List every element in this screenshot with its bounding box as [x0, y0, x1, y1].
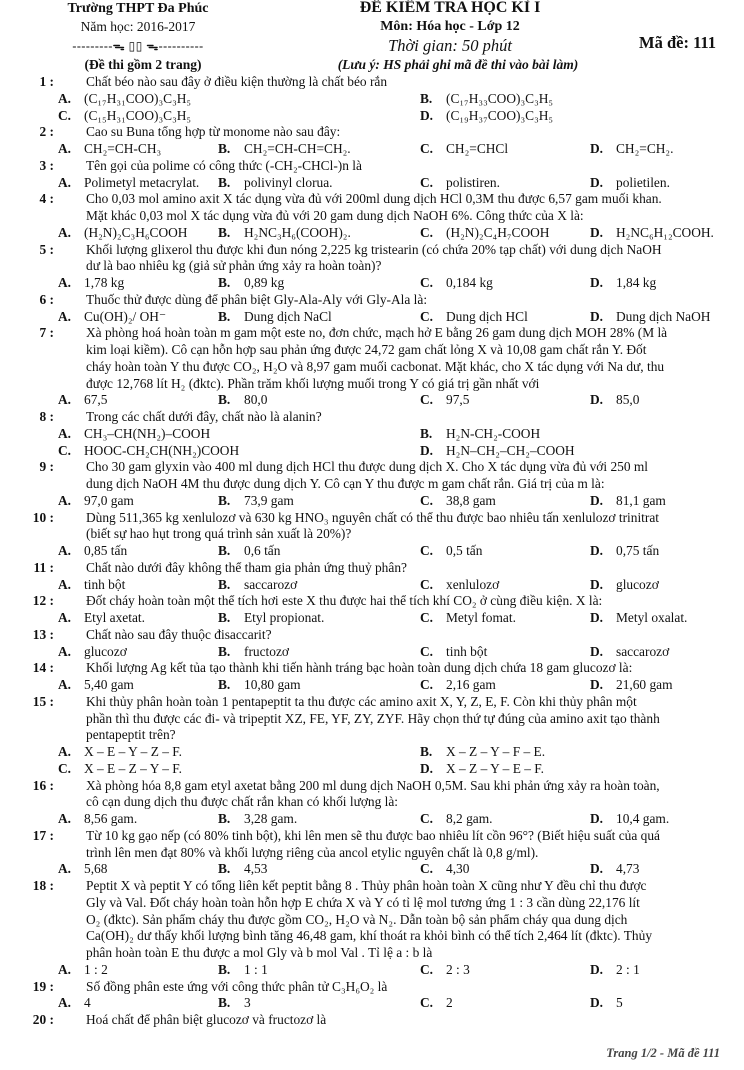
question-number: 15 : [32, 693, 54, 709]
answer-options-row [0, 577, 744, 594]
question-continuation [0, 476, 744, 493]
question-number: 13 : [32, 626, 54, 642]
option-text: 1 : 1 [244, 961, 268, 977]
question-line [0, 191, 744, 208]
option-text: 4 [84, 995, 91, 1011]
option-text: 8,56 gam. [84, 811, 138, 826]
question-line [0, 828, 744, 845]
question-continuation [0, 359, 744, 376]
answer-options-row [0, 141, 744, 158]
option-text: 8,2 gam. [446, 811, 493, 826]
option-letter: D. [590, 677, 604, 692]
question-line [0, 124, 744, 141]
option-text: 3 [244, 995, 251, 1011]
option-letter: B. [218, 961, 231, 977]
option-text: H₂NC₆H₁₂COOH. [616, 224, 714, 240]
question-continuation [0, 526, 744, 543]
option-text: (C₁₇H₃₃COO)₃C₃H₅ [446, 90, 554, 106]
option-letter: B. [420, 90, 433, 106]
question-text: cháy hoàn toàn Y thu được CO₂, H₂O và 8,97 gam muối cacbonat. Mặt khác, cho X tác dụng với Na dư, thu [86, 358, 665, 374]
question-line [0, 292, 744, 309]
option-text: X – E – Z – Y – F. [84, 760, 182, 776]
option-letter: B. [218, 576, 231, 592]
option-letter: A. [58, 677, 72, 692]
option-text: 4,30 [446, 861, 470, 877]
answer-options-row [0, 309, 744, 326]
question-number: 11 : [33, 559, 54, 575]
question-text: Xà phòng hóa 8,8 gam etyl axetat bằng 200 ml dung dịch NaOH 0,5M. Sau khi phản ứng xảy ra hoàn toàn, [86, 777, 660, 793]
question-line [0, 694, 744, 711]
question-number: 8 : [39, 409, 54, 424]
option-letter: C. [420, 961, 434, 977]
question-line [0, 242, 744, 259]
option-text: 85,0 [616, 392, 640, 408]
option-text: 97,0 gam [84, 492, 134, 508]
option-letter: B. [218, 861, 231, 877]
question-text: Xà phòng hoá hoàn toàn m gam một este no, đơn chức, mạch hở E bằng 26 gam dung dịch MOH 28% (M là [86, 325, 668, 341]
option-letter: A. [58, 275, 72, 290]
option-text: 1,78 kg [84, 275, 125, 290]
option-letter: B. [420, 744, 433, 759]
option-letter: A. [58, 492, 72, 508]
option-letter: D. [590, 492, 604, 508]
option-text: 10,80 gam [244, 677, 301, 692]
question-text: Khi thủy phân hoàn toàn 1 pentapeptit ta thu được các amino axit X, Y, Z, E, F. Còn khi thủy phân một [86, 693, 637, 709]
option-text: 0,6 tấn [244, 543, 281, 558]
option-letter: A. [58, 392, 72, 408]
option-letter: D. [590, 610, 604, 625]
option-text: CH₂=CH-CH=CH₂. [244, 141, 351, 156]
answer-options-row [0, 108, 744, 125]
answer-options-row [0, 761, 744, 778]
option-letter: D. [590, 224, 604, 240]
question-line [0, 510, 744, 527]
question-continuation [0, 208, 744, 225]
option-text: Etyl axetat. [84, 610, 145, 625]
question-text: (biết sự hao hụt trong quá trình sản xuất là 20%)? [86, 526, 352, 542]
option-letter: C. [420, 392, 434, 408]
answer-options-row [0, 275, 744, 292]
option-letter: A. [58, 425, 72, 441]
option-text: 0,89 kg [244, 275, 285, 290]
option-text: tinh bột [446, 643, 488, 659]
answer-options-row [0, 175, 744, 192]
option-text: (C₁₇H₃₁COO)₃C₃H₅ [84, 90, 192, 106]
question-number: 2 : [39, 124, 54, 140]
answer-options-row [0, 493, 744, 510]
question-text: Ca(OH)₂ dư thấy khối lượng bình tăng 46,48 gam, khí thoát ra khỏi bình có thể tích 2,464 lít (đktc). Thủy [86, 928, 653, 944]
option-text: 0,85 tấn [84, 543, 128, 558]
school-name: Trường THPT Đa Phúc [67, 1, 209, 16]
exam-code: Mã đề: 111 [639, 33, 716, 52]
option-text: CH₃–CH(NH₂)–COOH [84, 425, 211, 441]
option-letter: D. [590, 643, 604, 659]
option-letter: B. [218, 275, 231, 290]
answer-options-row [0, 861, 744, 878]
question-number: 10 : [32, 509, 54, 525]
question-number: 1 : [39, 74, 54, 89]
answer-options-row [0, 962, 744, 979]
answer-options-row [0, 91, 744, 108]
time-limit: Thời gian: 50 phút [388, 36, 512, 55]
question-line [0, 878, 744, 895]
option-letter: C. [58, 760, 72, 776]
option-letter: C. [420, 492, 434, 508]
option-letter: D. [420, 442, 434, 458]
option-letter: C. [420, 995, 434, 1011]
page-footer: Trang 1/2 - Mã đề 111 [606, 1046, 720, 1060]
option-text: glucozơ [84, 643, 127, 659]
option-text: (C₁₅H₃₁COO)₃C₃H₅ [84, 107, 192, 123]
exam-note: (Lưu ý: HS phải ghi mã đề thi vào bài làm) [337, 57, 579, 72]
question-line [0, 660, 744, 677]
option-letter: C. [420, 308, 434, 324]
option-text: CH₂=CH-CH₃ [84, 141, 162, 156]
question-text: cô cạn dung dịch thu được chất rắn khan có khối lượng là: [86, 794, 399, 810]
option-letter: D. [420, 760, 434, 776]
option-letter: B. [218, 308, 231, 324]
answer-options-row [0, 744, 744, 761]
option-text: 67,5 [84, 392, 108, 408]
question-line [0, 325, 744, 342]
option-text: polivinyl clorua. [244, 174, 333, 190]
question-line [0, 1012, 744, 1029]
option-letter: B. [218, 174, 231, 190]
option-letter: A. [58, 811, 72, 826]
exam-header [0, 0, 744, 80]
option-text: (H₂N)₂C₄H₇COOH [446, 224, 550, 240]
option-letter: A. [58, 90, 72, 106]
option-text: saccarozơ [616, 643, 670, 659]
option-text: 5,68 [84, 861, 108, 877]
option-text: CH₂=CHCl [446, 141, 509, 156]
option-letter: A. [58, 643, 72, 659]
question-text: Gly và Val. Đốt cháy hoàn toàn hỗn hợp E chứa X và Y có tỉ lệ mol tương ứng 1 : 3 cần dùng 22,176 lít [86, 894, 640, 910]
option-letter: A. [58, 576, 72, 592]
question-text: Cho 0,03 mol amino axit X tác dụng vừa đủ với 200ml dung dịch HCl 0,3M thu được 6,57 gam muối khan. [86, 191, 662, 207]
option-text: glucozơ [616, 576, 659, 592]
option-text: 3,28 gam. [244, 811, 298, 826]
option-letter: B. [218, 643, 231, 659]
question-line [0, 158, 744, 175]
option-letter: C. [420, 224, 434, 240]
option-text: H₂N-CH₂-COOH [446, 425, 541, 441]
question-number: 20 : [32, 1012, 54, 1027]
option-text: Polimetyl metacrylat. [84, 174, 200, 190]
question-text: dung dịch NaOH 4M thu được dung dịch Y. Cô cạn Y thu được m gam chất rắn. Giá trị của m là: [86, 476, 605, 491]
question-continuation [0, 895, 744, 912]
option-letter: C. [420, 861, 434, 877]
question-text: phân hoàn toàn E thu được a mol Gly và b mol Val . Tỉ lệ a : b là [86, 945, 433, 960]
question-text: Peptit X và peptit Y có tổng liên kết peptit bằng 8 . Thủy phân hoàn toàn X cũng như Y đều chỉ thu được [86, 878, 647, 893]
option-letter: A. [58, 861, 72, 877]
question-continuation [0, 912, 744, 929]
question-text: kim loại kiềm). Cô cạn hỗn hợp sau phản ứng được 24,72 gam chất lỏng X và 10,08 gam chất rắn Y. Đốt [86, 342, 647, 357]
question-number: 19 : [32, 978, 54, 994]
question-text: Mặt khác 0,03 mol X tác dụng vừa đủ với 20 gam dung dịch NaOH 6%. Công thức của X là: [86, 208, 584, 223]
option-text: 5 [616, 995, 623, 1011]
option-letter: C. [420, 677, 434, 692]
option-text: polietilen. [616, 174, 670, 190]
option-text: 4,53 [244, 861, 268, 877]
question-line [0, 627, 744, 644]
option-letter: B. [218, 492, 231, 508]
option-letter: D. [420, 107, 434, 123]
option-text: Dung dịch NaCl [244, 308, 332, 324]
option-letter: D. [590, 576, 604, 592]
option-letter: C. [420, 643, 434, 659]
question-continuation [0, 945, 744, 962]
option-text: 0,5 tấn [446, 543, 483, 558]
question-text: dư là bao nhiêu kg (giả sử phản ứng xảy ra hoàn toàn)? [86, 258, 382, 274]
option-letter: D. [590, 141, 604, 156]
answer-options-row [0, 644, 744, 661]
answer-options-row [0, 995, 744, 1012]
question-number: 7 : [39, 325, 54, 341]
option-letter: A. [58, 141, 72, 156]
option-text: 2,16 gam [446, 677, 496, 692]
answer-options-row [0, 543, 744, 560]
option-letter: D. [590, 392, 604, 408]
question-text: Khối lượng Ag kết tủa tạo thành khi tiến hành tráng bạc hoàn toàn dung dịch chứa 18 gam glucozơ là: [86, 660, 633, 676]
answer-options-row [0, 392, 744, 409]
question-continuation [0, 258, 744, 275]
question-number: 14 : [32, 660, 54, 676]
question-continuation [0, 342, 744, 359]
question-text: Cho 30 gam glyxin vào 400 ml dung dịch HCl thu được dung dịch X. Cho X tác dụng vừa đủ với 250 ml [86, 459, 649, 475]
question-text: trình lên men đạt 80% và khối lượng riêng của ancol etylic nguyên chất là 0,8 g/ml). [86, 844, 539, 860]
decorative-divider: ---------ᯓ ▯▯ ᯓ---------- [72, 39, 204, 53]
option-text: CH₂=CH₂. [616, 141, 674, 156]
option-text: 2 : 3 [446, 961, 470, 977]
option-letter: A. [58, 224, 72, 240]
answer-options-row [0, 225, 744, 242]
option-letter: D. [590, 275, 604, 290]
answer-options-row [0, 610, 744, 627]
option-text: 4,73 [616, 861, 640, 877]
question-number: 4 : [39, 191, 54, 207]
option-text: (C₁₉H₃₇COO)₃C₃H₅ [446, 107, 554, 123]
option-letter: C. [420, 610, 434, 625]
option-letter: D. [590, 543, 604, 558]
option-text: Etyl propionat. [244, 610, 325, 625]
question-number: 5 : [39, 241, 54, 257]
question-text: được 12,768 lít H₂ (đktc). Phần trăm khối lượng muối trong Y có giá trị gần nhất với [86, 375, 540, 391]
option-text: HOOC-CH₂CH(NH₂)COOH [84, 442, 240, 458]
option-text: fructozơ [244, 643, 289, 659]
page-count: (Đề thi gồm 2 trang) [84, 57, 202, 72]
option-text: 2 : 1 [616, 961, 640, 977]
question-text: Đốt cháy hoàn toàn một thể tích hơi este X thu được hai thể tích khí CO₂ ở cùng điều kiện. X là: [86, 593, 603, 609]
option-text: 38,8 gam [446, 492, 496, 508]
option-text: polistiren. [446, 174, 500, 190]
option-text: H₂NC₃H₆(COOH)₂. [244, 224, 351, 240]
question-text: Trong các chất dưới đây, chất nào là alanin? [86, 409, 322, 424]
option-text: 1,84 kg [616, 275, 657, 290]
question-continuation [0, 845, 744, 862]
option-text: X – Z – Y – F – E. [446, 744, 546, 759]
question-text: Dùng 511,365 kg xenlulozơ và 630 kg HNO₃ nguyên chất có thể thu được bao nhiêu tấn xenlulozơ trinitrat [86, 509, 660, 525]
option-letter: D. [590, 995, 604, 1011]
question-text: Chất nào sau đây thuộc đisaccarit? [86, 626, 272, 642]
question-text: Tên gọi của polime có công thức (-CH₂-CHCl-)n là [86, 157, 362, 173]
option-letter: B. [218, 543, 231, 558]
option-letter: B. [218, 677, 231, 692]
option-letter: C. [420, 576, 434, 592]
question-line [0, 979, 744, 996]
option-text: 10,4 gam. [616, 811, 670, 826]
question-list [0, 74, 744, 1029]
option-letter: A. [58, 744, 72, 759]
question-continuation [0, 376, 744, 393]
option-letter: B. [218, 141, 231, 156]
option-letter: B. [218, 224, 231, 240]
question-number: 18 : [32, 878, 54, 893]
option-text: 81,1 gam [616, 492, 666, 508]
option-text: tinh bột [84, 576, 126, 592]
option-text: X – E – Y – Z – F. [84, 744, 182, 759]
question-line [0, 560, 744, 577]
question-text: phần thì thu được các đi- và tripeptit XZ, FE, YF, ZY, ZYF. Hãy chọn thứ tự đúng của amino axit tạo thành [86, 710, 660, 726]
question-continuation [0, 711, 744, 728]
option-text: Metyl fomat. [446, 610, 516, 625]
question-text: Chất nào dưới đây không thể tham gia phản ứng thuỷ phân? [86, 559, 407, 575]
option-text: Cu(OH)₂/ OH⁻ [84, 308, 167, 324]
option-letter: B. [218, 392, 231, 408]
option-text: xenlulozơ [446, 576, 500, 592]
option-text: Metyl oxalat. [616, 610, 688, 625]
school-year: Năm học: 2016-2017 [80, 19, 196, 34]
question-text: pentapeptit trên? [86, 727, 176, 743]
option-letter: C. [420, 141, 434, 156]
option-letter: A. [58, 543, 72, 558]
question-line [0, 409, 744, 426]
question-number: 16 : [32, 777, 54, 793]
option-letter: B. [218, 610, 231, 625]
option-text: (H₂N)₂C₃H₆COOH [84, 224, 188, 240]
option-text: X – Z – Y – E – F. [446, 760, 544, 776]
question-number: 3 : [39, 157, 54, 173]
option-letter: C. [420, 275, 434, 290]
question-number: 9 : [39, 459, 54, 475]
question-text: O₂ (đktc). Sản phẩm cháy thu được gồm CO₂, H₂O và N₂. Dẫn toàn bộ sản phẩm cháy qua dung dịch [86, 911, 628, 927]
exam-title: ĐỀ KIỂM TRA HỌC KÌ I [359, 0, 541, 16]
question-text: Từ 10 kg gạo nếp (có 80% tinh bột), khi lên men sẽ thu được bao nhiêu lít cồn 96°? (Biết hiệu suất của quá [86, 827, 660, 843]
question-text: Hoá chất để phân biệt glucozơ và fructozơ là [86, 1012, 327, 1027]
option-text: saccarozơ [244, 576, 298, 592]
question-number: 12 : [32, 593, 54, 609]
option-text: Dung dịch HCl [446, 308, 528, 324]
option-letter: A. [58, 961, 72, 977]
question-text: Khối lượng glixerol thu được khi đun nóng 2,225 kg tristearin (có chứa 20% tạp chất) với dung dịch NaOH [86, 241, 662, 257]
question-number: 6 : [39, 291, 54, 307]
option-letter: C. [58, 442, 72, 458]
option-letter: C. [58, 107, 72, 123]
question-line [0, 74, 744, 91]
option-text: 97,5 [446, 392, 470, 408]
question-text: Chất béo nào sau đây ở điều kiện thường là chất béo rắn [86, 74, 388, 89]
question-line [0, 593, 744, 610]
answer-options-row [0, 811, 744, 828]
question-text: Cao su Buna tổng hợp từ monome nào sau đây: [86, 124, 341, 140]
question-text: Thuốc thử được dùng để phân biệt Gly-Ala-Aly với Gly-Ala là: [86, 291, 428, 307]
option-letter: A. [58, 174, 72, 190]
option-letter: A. [58, 308, 72, 324]
option-letter: C. [420, 811, 434, 826]
option-text: 80,0 [244, 392, 268, 408]
option-letter: B. [218, 811, 231, 826]
option-text: 73,9 gam [244, 492, 294, 508]
option-text: 21,60 gam [616, 677, 673, 692]
subject-line: Môn: Hóa học - Lớp 12 [380, 19, 520, 34]
option-letter: C. [420, 174, 434, 190]
option-letter: D. [590, 811, 604, 826]
option-letter: D. [590, 174, 604, 190]
option-letter: B. [420, 425, 433, 441]
question-number: 17 : [32, 827, 54, 843]
option-text: 5,40 gam [84, 677, 134, 692]
question-continuation [0, 727, 744, 744]
option-text: 1 : 2 [84, 961, 108, 977]
question-line [0, 778, 744, 795]
option-letter: D. [590, 961, 604, 977]
option-text: 2 [446, 995, 453, 1011]
question-continuation [0, 928, 744, 945]
option-letter: B. [218, 995, 231, 1011]
option-letter: A. [58, 995, 72, 1011]
option-letter: D. [590, 308, 604, 324]
question-line [0, 459, 744, 476]
option-letter: C. [420, 543, 434, 558]
option-letter: D. [590, 861, 604, 877]
question-continuation [0, 794, 744, 811]
option-text: Dung dịch NaOH [616, 308, 711, 324]
answer-options-row [0, 443, 744, 460]
option-text: 0,184 kg [446, 275, 493, 290]
option-letter: A. [58, 610, 72, 625]
answer-options-row [0, 677, 744, 694]
answer-options-row [0, 426, 744, 443]
option-text: 0,75 tấn [616, 543, 660, 558]
question-text: Số đồng phân este ứng với công thức phân tử C₃H₆O₂ là [86, 978, 388, 994]
option-text: H₂N–CH₂–CH₂–COOH [446, 442, 575, 458]
